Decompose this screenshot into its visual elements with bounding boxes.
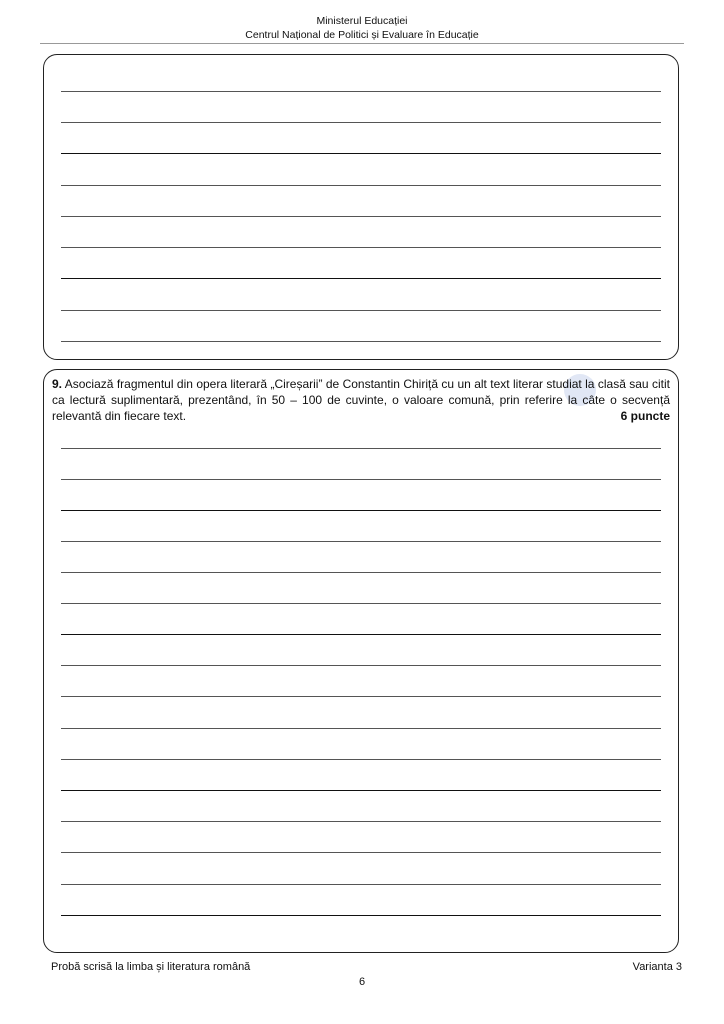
header-divider [40, 43, 684, 44]
page-header [0, 14, 724, 42]
footer-variant: Varianta 3 [632, 961, 682, 973]
answer-line[interactable] [61, 790, 661, 791]
answer-line[interactable] [61, 696, 661, 697]
answer-line[interactable] [61, 759, 661, 760]
answer-line [61, 310, 661, 311]
answer-line [61, 185, 661, 186]
question-9-box [43, 369, 679, 953]
answer-line [61, 278, 661, 279]
answer-line [61, 341, 661, 342]
answer-line[interactable] [61, 541, 661, 542]
answer-line [61, 216, 661, 217]
answer-line[interactable] [61, 510, 661, 511]
header-ministry: Ministerul Educației [316, 15, 408, 27]
answer-line [61, 153, 661, 154]
answer-line[interactable] [61, 884, 661, 885]
answer-line[interactable] [61, 821, 661, 822]
answer-line [61, 247, 661, 248]
question-points: 6 puncte [620, 409, 670, 423]
question-9 [52, 376, 670, 424]
header-center: Centrul Național de Politici și Evaluare în Educație [245, 29, 479, 41]
answer-line [61, 122, 661, 123]
question-number: 9. [52, 377, 63, 391]
answer-line[interactable] [61, 479, 661, 480]
answer-line[interactable] [61, 728, 661, 729]
answer-line[interactable] [61, 603, 661, 604]
question-text: Asociază fragmentul din opera literară „Cireșarii” de Constantin Chiriță cu un alt text literar studiat la clasă sau citit ca lectură suplimentară, prezentând, în 50 – 100 de cuvinte, o valoare comună, prin referire la câte o secvență relevantă din fiecare text. [52, 377, 670, 423]
answer-line[interactable] [61, 915, 661, 916]
answer-line[interactable] [61, 572, 661, 573]
answer-line[interactable] [61, 448, 661, 449]
answer-line[interactable] [61, 665, 661, 666]
answer-line[interactable] [61, 634, 661, 635]
footer-exam-title: Probă scrisă la limba și literatura română [51, 961, 251, 973]
answer-box-previous[interactable] [43, 54, 679, 360]
answer-line [61, 91, 661, 92]
answer-line[interactable] [61, 852, 661, 853]
page-number: 6 [358, 976, 366, 988]
